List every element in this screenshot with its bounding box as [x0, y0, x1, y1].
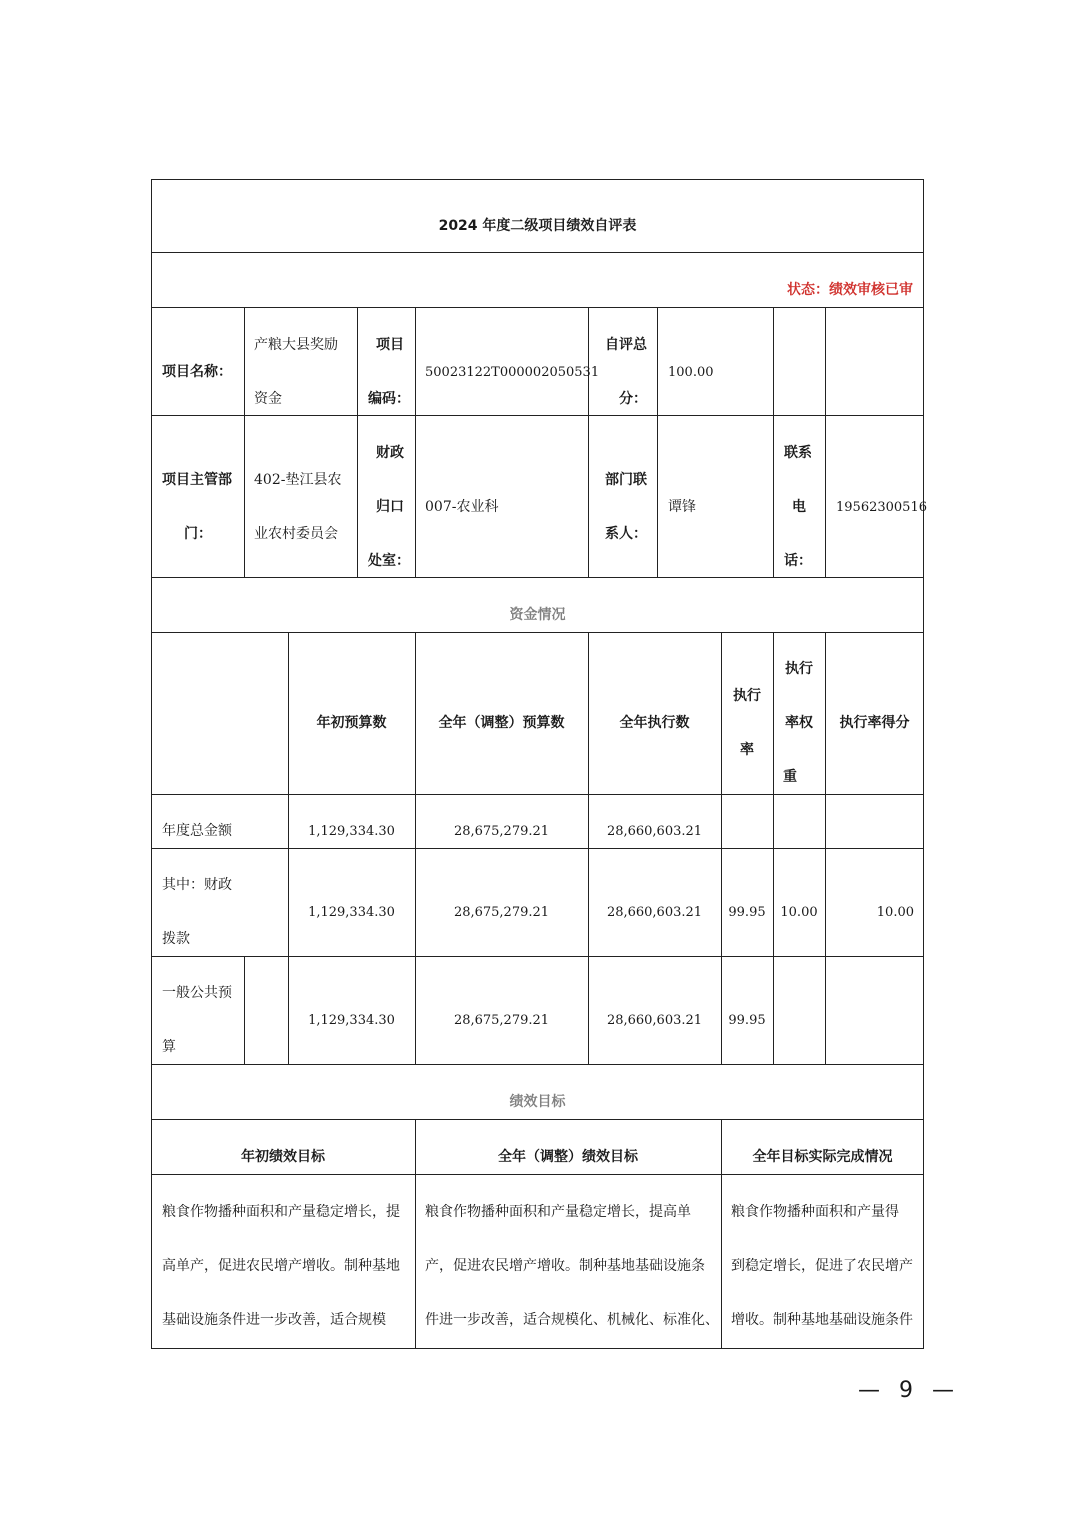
row-divider [151, 1064, 924, 1065]
row-divider [151, 415, 924, 416]
funds-row-label: 一般公共预 [162, 985, 232, 1001]
goal-line: 增收。制种基地基础设施条件 [731, 1312, 913, 1328]
row-divider [151, 1174, 924, 1175]
funds-header: 全年（调整）预算数 [438, 715, 565, 731]
funds-cell: 99.95 [728, 905, 766, 920]
funds-cell: 1,129,334.30 [308, 1013, 395, 1028]
col-divider [825, 632, 826, 1064]
goals-header: 全年目标实际完成情况 [752, 1149, 893, 1165]
department-value: 402-垫江县农 [254, 472, 342, 488]
col-divider [773, 632, 774, 1064]
phone-value: 19562300516 [836, 500, 927, 515]
project-name-value: 产粮大县奖励 [254, 337, 338, 353]
funds-cell: 1,129,334.30 [308, 824, 395, 839]
goal-line: 粮食作物播种面积和产量得 [731, 1204, 899, 1220]
row-divider [151, 956, 924, 957]
completion-text [731, 1185, 921, 1347]
funds-row-label: 年度总金额 [162, 823, 232, 839]
contact-label: 系人： [605, 526, 647, 542]
project-code-label: 编码： [368, 391, 410, 407]
goals-header: 全年（调整）绩效目标 [498, 1149, 638, 1165]
funds-cell: 1,129,334.30 [308, 905, 395, 920]
funds-cell: 10.00 [876, 905, 914, 920]
phone-label: 电 [792, 499, 806, 515]
phone-label: 话： [784, 553, 812, 569]
phone-label: 联系 [784, 445, 812, 461]
project-code-value: 50023122T000002050531 [425, 365, 600, 380]
table-title: 2024 年度二级项目绩效自评表 [438, 218, 637, 234]
goal-line: 到稳定增长，促进了农民增产 [731, 1258, 913, 1274]
goal-line: 粮食作物播种面积和产量稳定增长，提高单 [425, 1204, 691, 1220]
funds-cell: 28,675,279.21 [453, 824, 550, 839]
row-divider [151, 307, 924, 308]
contact-value: 谭锋 [668, 499, 696, 515]
funds-row-label: 其中：财政 [162, 877, 232, 893]
funds-cell: 99.95 [728, 1013, 766, 1028]
col-divider [588, 307, 589, 577]
page-number: — 9 — [858, 1378, 960, 1403]
col-divider [415, 632, 416, 1064]
funds-cell: 28,675,279.21 [453, 905, 550, 920]
funds-cell: 10.00 [780, 905, 818, 920]
row-divider [151, 632, 924, 633]
row-divider [151, 1119, 924, 1120]
initial-goal-text [162, 1185, 412, 1347]
status-badge: 状态：绩效审核已审 [787, 282, 913, 298]
finance-office-label: 归口 [376, 499, 404, 515]
funds-header: 重 [783, 769, 797, 785]
goal-line: 高单产，促进农民增产增收。制种基地 [162, 1258, 400, 1274]
goal-line: 基础设施条件进一步改善，适合规模 [162, 1312, 386, 1328]
goal-line: 粮食作物播种面积和产量稳定增长，提 [162, 1204, 400, 1220]
funds-header: 率 [740, 742, 754, 758]
funds-cell: 28,660,603.21 [606, 1013, 703, 1028]
row-divider [151, 848, 924, 849]
project-name-value: 资金 [254, 391, 282, 407]
funds-cell: 28,660,603.21 [606, 824, 703, 839]
goal-line: 件进一步改善，适合规模化、机械化、标准化、 [425, 1312, 719, 1328]
department-value: 业农村委员会 [254, 526, 338, 542]
self-score-value: 100.00 [668, 365, 714, 380]
row-divider [151, 794, 924, 795]
contact-label: 部门联 [605, 472, 647, 488]
funds-row-label: 拨款 [162, 931, 190, 947]
col-divider [588, 632, 589, 1064]
funds-header: 年初预算数 [316, 715, 387, 731]
funds-row-label: 算 [162, 1039, 176, 1055]
department-label: 项目主管部 [162, 472, 232, 488]
funds-header: 全年执行数 [619, 715, 690, 731]
department-label: 门： [184, 526, 212, 542]
col-divider [244, 956, 245, 1064]
col-divider [825, 307, 826, 577]
funds-cell: 28,660,603.21 [606, 905, 703, 920]
finance-office-label: 财政 [376, 445, 404, 461]
funds-cell: 28,675,279.21 [453, 1013, 550, 1028]
funds-header: 执行 [785, 661, 813, 677]
funds-header: 执行率得分 [839, 715, 910, 731]
project-code-label: 项目 [376, 337, 404, 353]
funds-header: 执行 [733, 688, 761, 704]
finance-office-label: 处室： [368, 553, 410, 569]
col-divider [415, 307, 416, 577]
self-score-label: 分： [619, 391, 647, 407]
col-divider [288, 632, 289, 1064]
col-divider [244, 307, 245, 577]
col-divider [657, 307, 658, 577]
funds-header: 率权 [785, 715, 813, 731]
col-divider [357, 307, 358, 577]
goals-section-title: 绩效目标 [509, 1094, 566, 1110]
finance-office-value: 007-农业科 [425, 499, 499, 515]
funds-section-title: 资金情况 [509, 607, 566, 623]
adjusted-goal-text [425, 1185, 719, 1347]
row-divider [151, 252, 924, 253]
goals-header: 年初绩效目标 [241, 1149, 325, 1165]
project-name-label: 项目名称： [162, 364, 232, 380]
self-score-label: 自评总 [605, 337, 647, 353]
goal-line: 产，促进农民增产增收。制种基地基础设施条 [425, 1258, 705, 1274]
col-divider [773, 307, 774, 577]
row-divider [151, 577, 924, 578]
